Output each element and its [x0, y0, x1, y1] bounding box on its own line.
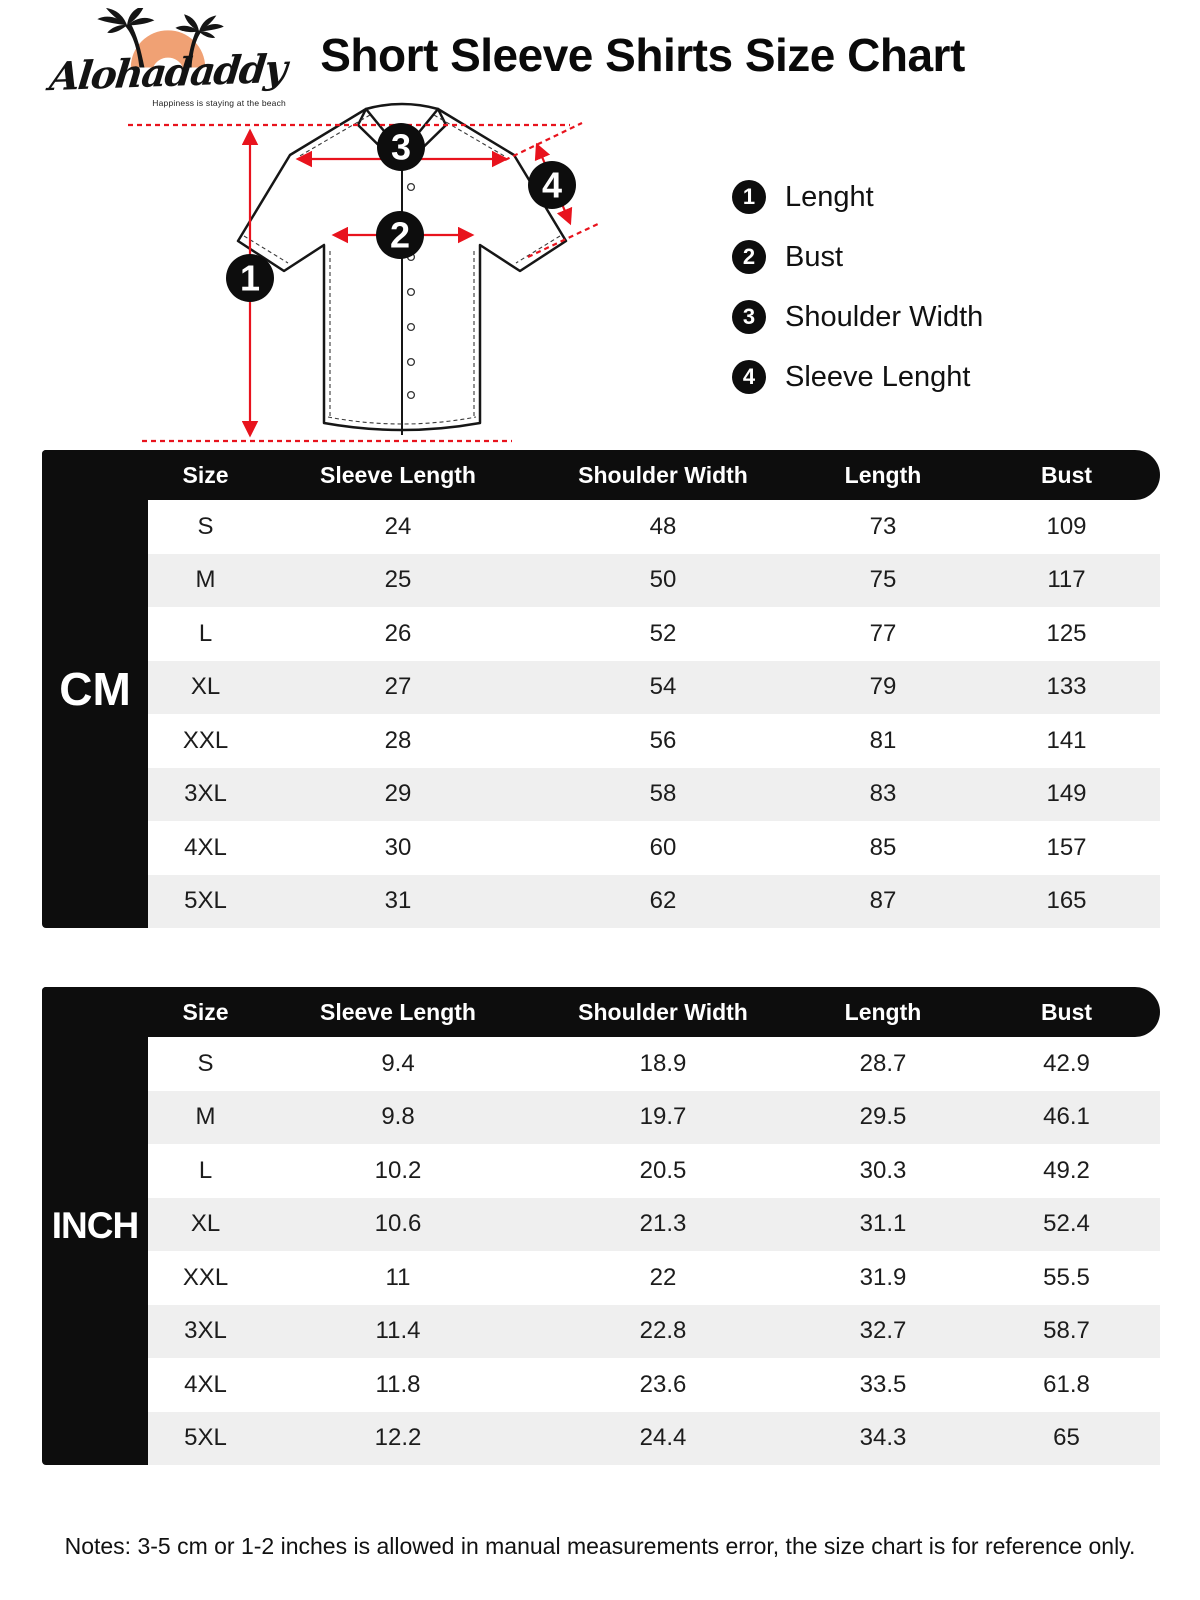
table-row [148, 714, 1160, 768]
table-cell: 52 [649, 619, 677, 647]
legend-number-2: 2 [732, 240, 766, 274]
table-row [148, 1198, 1160, 1252]
legend-number-3: 3 [732, 300, 766, 334]
table-cell: 10.6 [374, 1210, 422, 1238]
table-cell: 79 [869, 673, 897, 701]
column-header: Shoulder Width [578, 461, 748, 488]
table-body-inch [148, 1037, 1160, 1465]
column-header: Sleeve Length [320, 998, 476, 1025]
table-cell: 48 [649, 512, 677, 540]
table-cell: 30.3 [859, 1156, 907, 1184]
table-cell: S [197, 512, 214, 540]
measurement-legend [732, 180, 983, 420]
table-cell: 87 [869, 887, 897, 915]
table-cell: XXL [182, 1263, 229, 1291]
table-cell: 5XL [184, 1424, 227, 1452]
table-cell: 12.2 [374, 1424, 422, 1452]
table-cell: 60 [649, 833, 677, 861]
table-cell: 58.7 [1043, 1317, 1090, 1345]
table-cell: 62 [649, 887, 677, 915]
legend-label-bust: Bust [785, 240, 844, 273]
table-cell: 55.5 [1043, 1263, 1090, 1291]
table-cell: 18.9 [639, 1049, 687, 1077]
table-cell: 42.9 [1043, 1049, 1090, 1077]
legend-label-shoulder-width: Shoulder Width [785, 300, 984, 333]
table-cell: 27 [384, 673, 412, 701]
marker-3: 3 [390, 126, 412, 168]
legend-item-length [732, 180, 983, 214]
table-cell: 31.9 [859, 1263, 907, 1291]
table-cell: XL [190, 673, 221, 701]
table-row [148, 500, 1160, 554]
table-cell: 165 [1046, 887, 1087, 915]
column-header: Size [182, 998, 229, 1025]
table-row [148, 875, 1160, 929]
table-row [148, 607, 1160, 661]
legend-number-1: 1 [732, 180, 766, 214]
marker-4: 4 [541, 164, 563, 206]
table-row [148, 1144, 1160, 1198]
page-title: Short Sleeve Shirts Size Chart [320, 29, 965, 81]
table-cell: 32.7 [859, 1317, 907, 1345]
table-cell: 61.8 [1043, 1370, 1090, 1398]
table-cell: 149 [1046, 780, 1087, 808]
table-cell: 52.4 [1043, 1210, 1090, 1238]
legend-item-sleeve-length [732, 360, 983, 394]
table-cell: 109 [1046, 512, 1087, 540]
table-header-cm [42, 450, 1160, 500]
table-cell: 83 [869, 780, 897, 808]
size-table-inch [42, 987, 1160, 1465]
table-cell: XL [190, 1210, 221, 1238]
column-header: Shoulder Width [578, 998, 748, 1025]
shirt-measurement-diagram [120, 95, 605, 450]
legend-item-shoulder-width [732, 300, 983, 334]
column-header: Sleeve Length [320, 461, 476, 488]
table-cell: 4XL [184, 833, 227, 861]
table-cell: 133 [1046, 673, 1087, 701]
table-row [148, 768, 1160, 822]
table-cell: 34.3 [859, 1424, 907, 1452]
legend-item-bust [732, 240, 983, 274]
table-row [148, 1091, 1160, 1145]
table-cell: S [197, 1049, 214, 1077]
table-cell: 54 [649, 673, 677, 701]
footer-notes: Notes: 3-5 cm or 1-2 inches is allowed in manual measurements error, the size chart is for reference only. [64, 1533, 1136, 1559]
table-cell: 20.5 [639, 1156, 687, 1184]
table-cell: 56 [649, 726, 677, 754]
table-cell: 65 [1053, 1424, 1080, 1452]
table-cell: 10.2 [374, 1156, 422, 1184]
table-row [148, 1251, 1160, 1305]
column-header: Size [182, 461, 229, 488]
table-cell: 157 [1046, 833, 1087, 861]
table-body-cm [148, 500, 1160, 928]
table-cell: L [198, 1156, 213, 1184]
table-cell: 31.1 [859, 1210, 907, 1238]
table-cell: M [195, 566, 216, 594]
marker-1: 1 [239, 257, 261, 299]
legend-number-4: 4 [732, 360, 766, 394]
table-row [148, 554, 1160, 608]
table-cell: 33.5 [859, 1370, 907, 1398]
table-cell: 125 [1046, 619, 1087, 647]
table-row [148, 1358, 1160, 1412]
table-cell: 26 [384, 619, 412, 647]
table-row [148, 661, 1160, 715]
table-cell: 75 [869, 566, 897, 594]
table-cell: 3XL [184, 780, 227, 808]
marker-2: 2 [389, 214, 411, 256]
table-cell: XXL [182, 726, 229, 754]
table-cell: 73 [869, 512, 897, 540]
table-row [148, 821, 1160, 875]
table-cell: 29.5 [859, 1103, 907, 1131]
column-header: Bust [1040, 461, 1093, 488]
column-header: Length [844, 998, 922, 1025]
brand-tagline: Happiness is staying at the beach [152, 98, 286, 108]
legend-label-sleeve-length: Sleeve Lenght [785, 360, 971, 393]
table-cell: 9.8 [381, 1103, 415, 1131]
unit-label-cm: CM [42, 450, 148, 928]
table-cell: 22.8 [639, 1317, 687, 1345]
table-cell: 23.6 [639, 1370, 687, 1398]
table-cell: 49.2 [1043, 1156, 1090, 1184]
unit-label-inch: INCH [42, 987, 148, 1465]
table-cell: 141 [1046, 726, 1087, 754]
table-header-inch [42, 987, 1160, 1037]
table-cell: 11 [385, 1263, 411, 1291]
table-cell: 29 [384, 780, 412, 808]
table-cell: 22 [649, 1263, 677, 1291]
size-table-cm [42, 450, 1160, 928]
table-cell: 5XL [184, 887, 227, 915]
table-cell: 24 [384, 512, 412, 540]
table-cell: 3XL [184, 1317, 227, 1345]
table-cell: 9.4 [381, 1049, 415, 1077]
table-cell: 58 [649, 780, 677, 808]
table-cell: 77 [869, 619, 897, 647]
table-cell: 30 [384, 833, 412, 861]
legend-label-length: Lenght [785, 180, 874, 213]
table-cell: 117 [1047, 566, 1086, 594]
column-header: Length [844, 461, 922, 488]
table-cell: 11.8 [375, 1370, 421, 1398]
table-cell: 28 [384, 726, 412, 754]
table-row [148, 1412, 1160, 1466]
brand-name: Alohadaddy [47, 45, 288, 101]
table-cell: 21.3 [639, 1210, 687, 1238]
table-cell: 19.7 [639, 1103, 687, 1131]
table-cell: 46.1 [1043, 1103, 1090, 1131]
table-cell: L [198, 619, 213, 647]
table-cell: 50 [649, 566, 677, 594]
table-cell: M [195, 1103, 216, 1131]
table-cell: 25 [384, 566, 412, 594]
table-cell: 31 [384, 887, 412, 915]
table-cell: 81 [869, 726, 897, 754]
table-cell: 85 [869, 833, 897, 861]
table-cell: 4XL [184, 1370, 227, 1398]
table-row [148, 1037, 1160, 1091]
table-row [148, 1305, 1160, 1359]
table-cell: 11.4 [375, 1317, 421, 1345]
table-cell: 28.7 [859, 1049, 907, 1077]
table-cell: 24.4 [639, 1424, 687, 1452]
column-header: Bust [1040, 998, 1093, 1025]
